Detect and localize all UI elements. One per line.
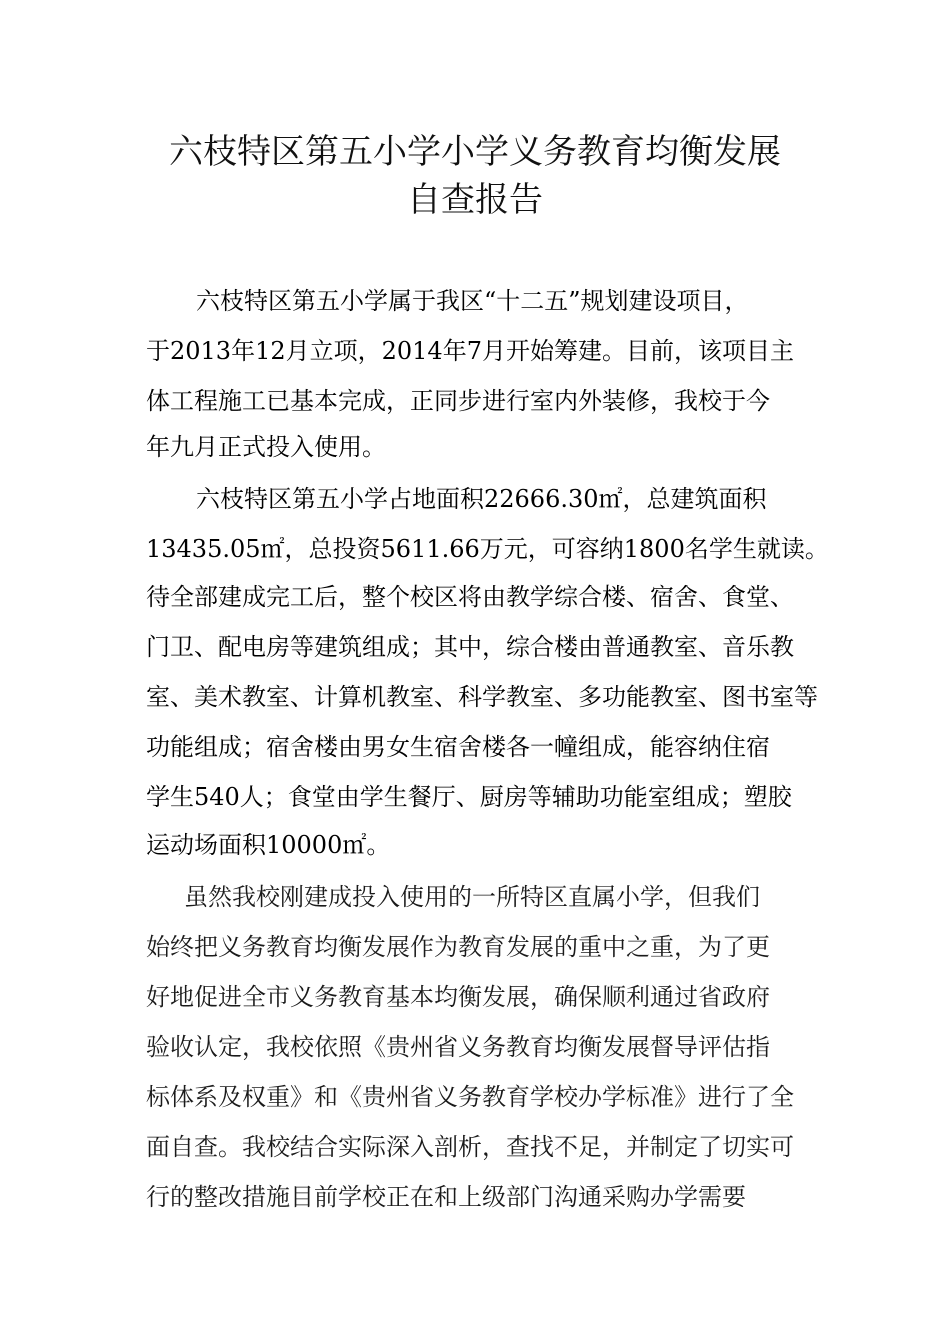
paragraph-2-line-8: 运动场面积10000㎡。 — [146, 831, 391, 859]
paragraph-1-line-3: 体工程施工已基本完成，正同步进行室内外装修，我校于今 — [146, 387, 770, 415]
paragraph-2-line-5: 室、美术教室、计算机教室、科学教室、多功能教室、图书室等 — [146, 683, 818, 711]
paragraph-3-line-1: 虽然我校刚建成投入使用的一所特区直属小学，但我们 — [184, 883, 760, 911]
paragraph-3-line-4: 验收认定，我校依照《贵州省义务教育均衡发展督导评估指 — [146, 1033, 770, 1061]
paragraph-3-line-3: 好地促进全市义务教育基本均衡发展，确保顺利通过省政府 — [146, 983, 770, 1011]
document-title-line-1: 六枝特区第五小学小学义务教育均衡发展 — [169, 132, 781, 172]
paragraph-2-line-2: 13435.05㎡，总投资5611.66万元，可容纳1800名学生就读。 — [146, 535, 829, 563]
paragraph-3-line-6: 面自查。我校结合实际深入剖析，查找不足，并制定了切实可 — [146, 1133, 794, 1161]
paragraph-2-line-4: 门卫、配电房等建筑组成；其中，综合楼由普通教室、音乐教 — [146, 633, 794, 661]
document-title-line-2: 自查报告 — [407, 180, 543, 220]
paragraph-3-line-2: 始终把义务教育均衡发展作为教育发展的重中之重，为了更 — [146, 933, 770, 961]
paragraph-2-line-7: 学生540人；食堂由学生餐厅、厨房等辅助功能室组成；塑胶 — [146, 783, 792, 811]
paragraph-2-line-1: 六枝特区第五小学占地面积22666.30㎡，总建筑面积 — [196, 485, 767, 513]
paragraph-3-line-5: 标体系及权重》和《贵州省义务教育学校办学标准》进行了全 — [146, 1083, 794, 1111]
paragraph-1-line-4: 年九月正式投入使用。 — [146, 433, 386, 461]
paragraph-2-line-6: 功能组成；宿舍楼由男女生宿舍楼各一幢组成，能容纳住宿 — [146, 733, 770, 761]
paragraph-3-line-7: 行的整改措施目前学校正在和上级部门沟通采购办学需要 — [146, 1183, 746, 1211]
paragraph-2-line-3: 待全部建成完工后，整个校区将由教学综合楼、宿舍、食堂、 — [146, 583, 794, 611]
paragraph-1-line-2: 于2013年12月立项，2014年7月开始筹建。目前，该项目主 — [146, 337, 794, 365]
paragraph-1-line-1: 六枝特区第五小学属于我区“十二五”规划建设项目， — [196, 287, 749, 315]
